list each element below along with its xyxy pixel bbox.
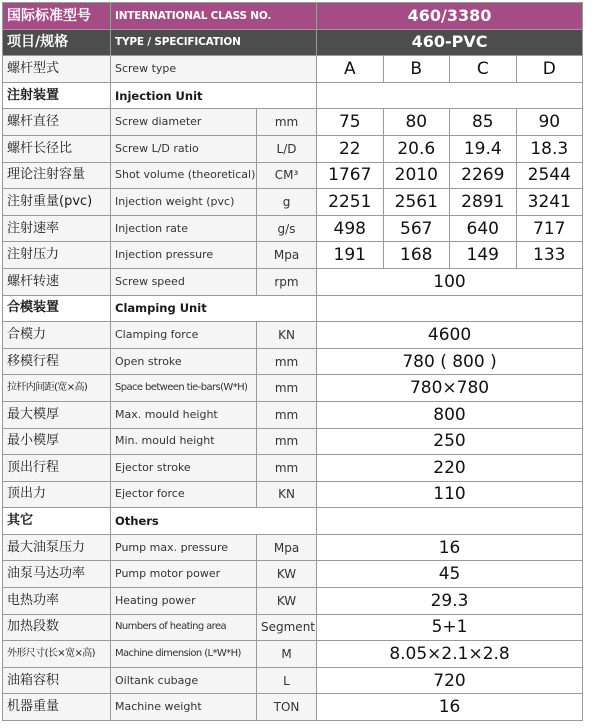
- spec-label-en: Screw diameter: [111, 109, 257, 136]
- spec-value: 16: [317, 694, 583, 721]
- spec-label-cn: 最大模厚: [3, 401, 111, 428]
- spec-row: [3, 348, 583, 375]
- screw-type-label-en: Screw type: [111, 56, 317, 83]
- spec-row: [3, 588, 583, 615]
- spec-value: 22: [317, 135, 384, 162]
- spec-value: 90: [516, 109, 583, 136]
- spec-value: 2891: [450, 189, 517, 216]
- spec-value: 640: [450, 215, 517, 242]
- spec-unit: mm: [257, 348, 317, 375]
- spec-row: [3, 561, 583, 588]
- spec-row: [3, 614, 583, 641]
- section-title-en: Others: [111, 508, 317, 535]
- spec-row: [3, 694, 583, 721]
- spec-label-en: Max. mould height: [111, 401, 257, 428]
- spec-value: 5+1: [317, 614, 583, 641]
- spec-value: 2251: [317, 189, 384, 216]
- section-title-cn: 合模装置: [3, 295, 111, 322]
- spec-unit: KW: [257, 561, 317, 588]
- spec-label-cn: 机器重量: [3, 694, 111, 721]
- section-title-en: Injection Unit: [111, 82, 317, 109]
- spec-label-cn: 注射速率: [3, 215, 111, 242]
- spec-value: 8.05×2.1×2.8: [317, 641, 583, 668]
- spec-row: [3, 109, 583, 136]
- spec-row: [3, 162, 583, 189]
- spec-unit: TON: [257, 694, 317, 721]
- spec-label-en: Min. mould height: [111, 428, 257, 455]
- spec-unit: mm: [257, 109, 317, 136]
- spec-unit: KN: [257, 481, 317, 508]
- spec-label-en: Ejector force: [111, 481, 257, 508]
- spec-value: 220: [317, 455, 583, 482]
- spec-unit: Segment: [257, 614, 317, 641]
- intl-class-row: [3, 3, 583, 30]
- spec-unit: M: [257, 641, 317, 668]
- screw-type-option: C: [450, 56, 517, 83]
- spec-value: 149: [450, 242, 517, 269]
- spec-label-cn: 螺杆长径比: [3, 135, 111, 162]
- spec-value: 29.3: [317, 588, 583, 615]
- spec-row: [3, 189, 583, 216]
- spec-row: [3, 322, 583, 349]
- screw-type-option: A: [317, 56, 384, 83]
- spec-value: 567: [383, 215, 450, 242]
- spec-value: 800: [317, 401, 583, 428]
- section-spacer: [317, 295, 583, 322]
- spec-value: 18.3: [516, 135, 583, 162]
- spec-label-cn: 理论注射容量: [3, 162, 111, 189]
- spec-label-en: Injection pressure: [111, 242, 257, 269]
- spec-value: 780 ( 800 ): [317, 348, 583, 375]
- spec-value: 133: [516, 242, 583, 269]
- spec-label-en: Open stroke: [111, 348, 257, 375]
- spec-row: [3, 375, 583, 402]
- spec-value: 19.4: [450, 135, 517, 162]
- spec-value: 717: [516, 215, 583, 242]
- spec-label-en: Shot volume (theoretical): [111, 162, 257, 189]
- spec-label-cn: 螺杆直径: [3, 109, 111, 136]
- spec-label-en: Screw speed: [111, 268, 257, 295]
- spec-row: [3, 135, 583, 162]
- spec-row: [3, 641, 583, 668]
- spec-value: 16: [317, 534, 583, 561]
- spec-row: [3, 428, 583, 455]
- spec-label-cn: 注射压力: [3, 242, 111, 269]
- section-injection-unit: [3, 82, 583, 109]
- spec-unit: g/s: [257, 215, 317, 242]
- intl-class-value: 460/3380: [317, 3, 583, 30]
- spec-row: [3, 455, 583, 482]
- spec-unit: CM³: [257, 162, 317, 189]
- spec-unit: KW: [257, 588, 317, 615]
- spec-label-en: Clamping force: [111, 322, 257, 349]
- spec-row: [3, 534, 583, 561]
- spec-label-en: Machine dimension (L*W*H): [111, 641, 257, 668]
- spec-label-cn: 外形尺寸(长×宽×高): [3, 641, 111, 668]
- spec-label-en: Screw L/D ratio: [111, 135, 257, 162]
- spec-unit: Mpa: [257, 534, 317, 561]
- screw-type-row: [3, 56, 583, 83]
- spec-value: 250: [317, 428, 583, 455]
- spec-row: [3, 268, 583, 295]
- spec-value: 3241: [516, 189, 583, 216]
- spec-unit: mm: [257, 375, 317, 402]
- spec-value: 498: [317, 215, 384, 242]
- spec-label-en: Injection weight (pvc): [111, 189, 257, 216]
- spec-value: 2010: [383, 162, 450, 189]
- spec-value: 20.6: [383, 135, 450, 162]
- section-title-en: Clamping Unit: [111, 295, 317, 322]
- section-others: [3, 508, 583, 535]
- spec-label-en: Pump max. pressure: [111, 534, 257, 561]
- spec-label-cn: 最大油泵压力: [3, 534, 111, 561]
- spec-unit: mm: [257, 455, 317, 482]
- section-spacer: [317, 508, 583, 535]
- spec-value: 168: [383, 242, 450, 269]
- spec-label-cn: 螺杆转速: [3, 268, 111, 295]
- spec-label-cn: 顶出行程: [3, 455, 111, 482]
- spec-label-en: Numbers of heating area: [111, 614, 257, 641]
- spec-row: [3, 667, 583, 694]
- spec-label-cn: 电热功率: [3, 588, 111, 615]
- spec-label-cn: 移模行程: [3, 348, 111, 375]
- spec-label-en: Machine weight: [111, 694, 257, 721]
- type-value: 460-PVC: [317, 29, 583, 56]
- spec-value: 4600: [317, 322, 583, 349]
- spec-row: [3, 481, 583, 508]
- spec-row: [3, 242, 583, 269]
- spec-value: 45: [317, 561, 583, 588]
- spec-value: 2544: [516, 162, 583, 189]
- section-clamping-unit: [3, 295, 583, 322]
- spec-value: 85: [450, 109, 517, 136]
- spec-unit: mm: [257, 428, 317, 455]
- spec-label-cn: 顶出力: [3, 481, 111, 508]
- spec-value: 2561: [383, 189, 450, 216]
- spec-value: 75: [317, 109, 384, 136]
- spec-label-en: Ejector stroke: [111, 455, 257, 482]
- type-spec-row: [3, 29, 583, 56]
- spec-label-en: Pump motor power: [111, 561, 257, 588]
- spec-value: 2269: [450, 162, 517, 189]
- spec-label-en: Space between tie-bars(W*H): [111, 375, 257, 402]
- spec-label-cn: 油泵马达功率: [3, 561, 111, 588]
- spec-label-en: Heating power: [111, 588, 257, 615]
- spec-value: 720: [317, 667, 583, 694]
- spec-unit: KN: [257, 322, 317, 349]
- spec-label-cn: 注射重量(pvc): [3, 189, 111, 216]
- section-spacer: [317, 82, 583, 109]
- intl-class-label-cn: 国际标准型号: [3, 3, 111, 30]
- spec-unit: L/D: [257, 135, 317, 162]
- spec-value: 110: [317, 481, 583, 508]
- spec-label-cn: 合模力: [3, 322, 111, 349]
- spec-row: [3, 215, 583, 242]
- spec-table: [2, 2, 583, 721]
- spec-unit: Mpa: [257, 242, 317, 269]
- spec-label-cn: 加热段数: [3, 614, 111, 641]
- spec-label-en: Injection rate: [111, 215, 257, 242]
- spec-label-cn: 油箱容积: [3, 667, 111, 694]
- spec-label-en: Oiltank cubage: [111, 667, 257, 694]
- type-label-en: TYPE / SPECIFICATION: [111, 29, 317, 56]
- screw-type-option: B: [383, 56, 450, 83]
- section-title-cn: 其它: [3, 508, 111, 535]
- spec-label-cn: 拉杆内间距(宽×高): [3, 375, 111, 402]
- spec-value: 100: [317, 268, 583, 295]
- spec-label-cn: 最小模厚: [3, 428, 111, 455]
- type-label-cn: 项目/规格: [3, 29, 111, 56]
- spec-unit: g: [257, 189, 317, 216]
- screw-type-label-cn: 螺杆型式: [3, 56, 111, 83]
- spec-value: 80: [383, 109, 450, 136]
- spec-value: 191: [317, 242, 384, 269]
- spec-row: [3, 401, 583, 428]
- screw-type-option: D: [516, 56, 583, 83]
- spec-unit: rpm: [257, 268, 317, 295]
- spec-value: 1767: [317, 162, 384, 189]
- spec-unit: L: [257, 667, 317, 694]
- section-title-cn: 注射装置: [3, 82, 111, 109]
- spec-unit: mm: [257, 401, 317, 428]
- intl-class-label-en: INTERNATIONAL CLASS NO.: [111, 3, 317, 30]
- spec-value: 780×780: [317, 375, 583, 402]
